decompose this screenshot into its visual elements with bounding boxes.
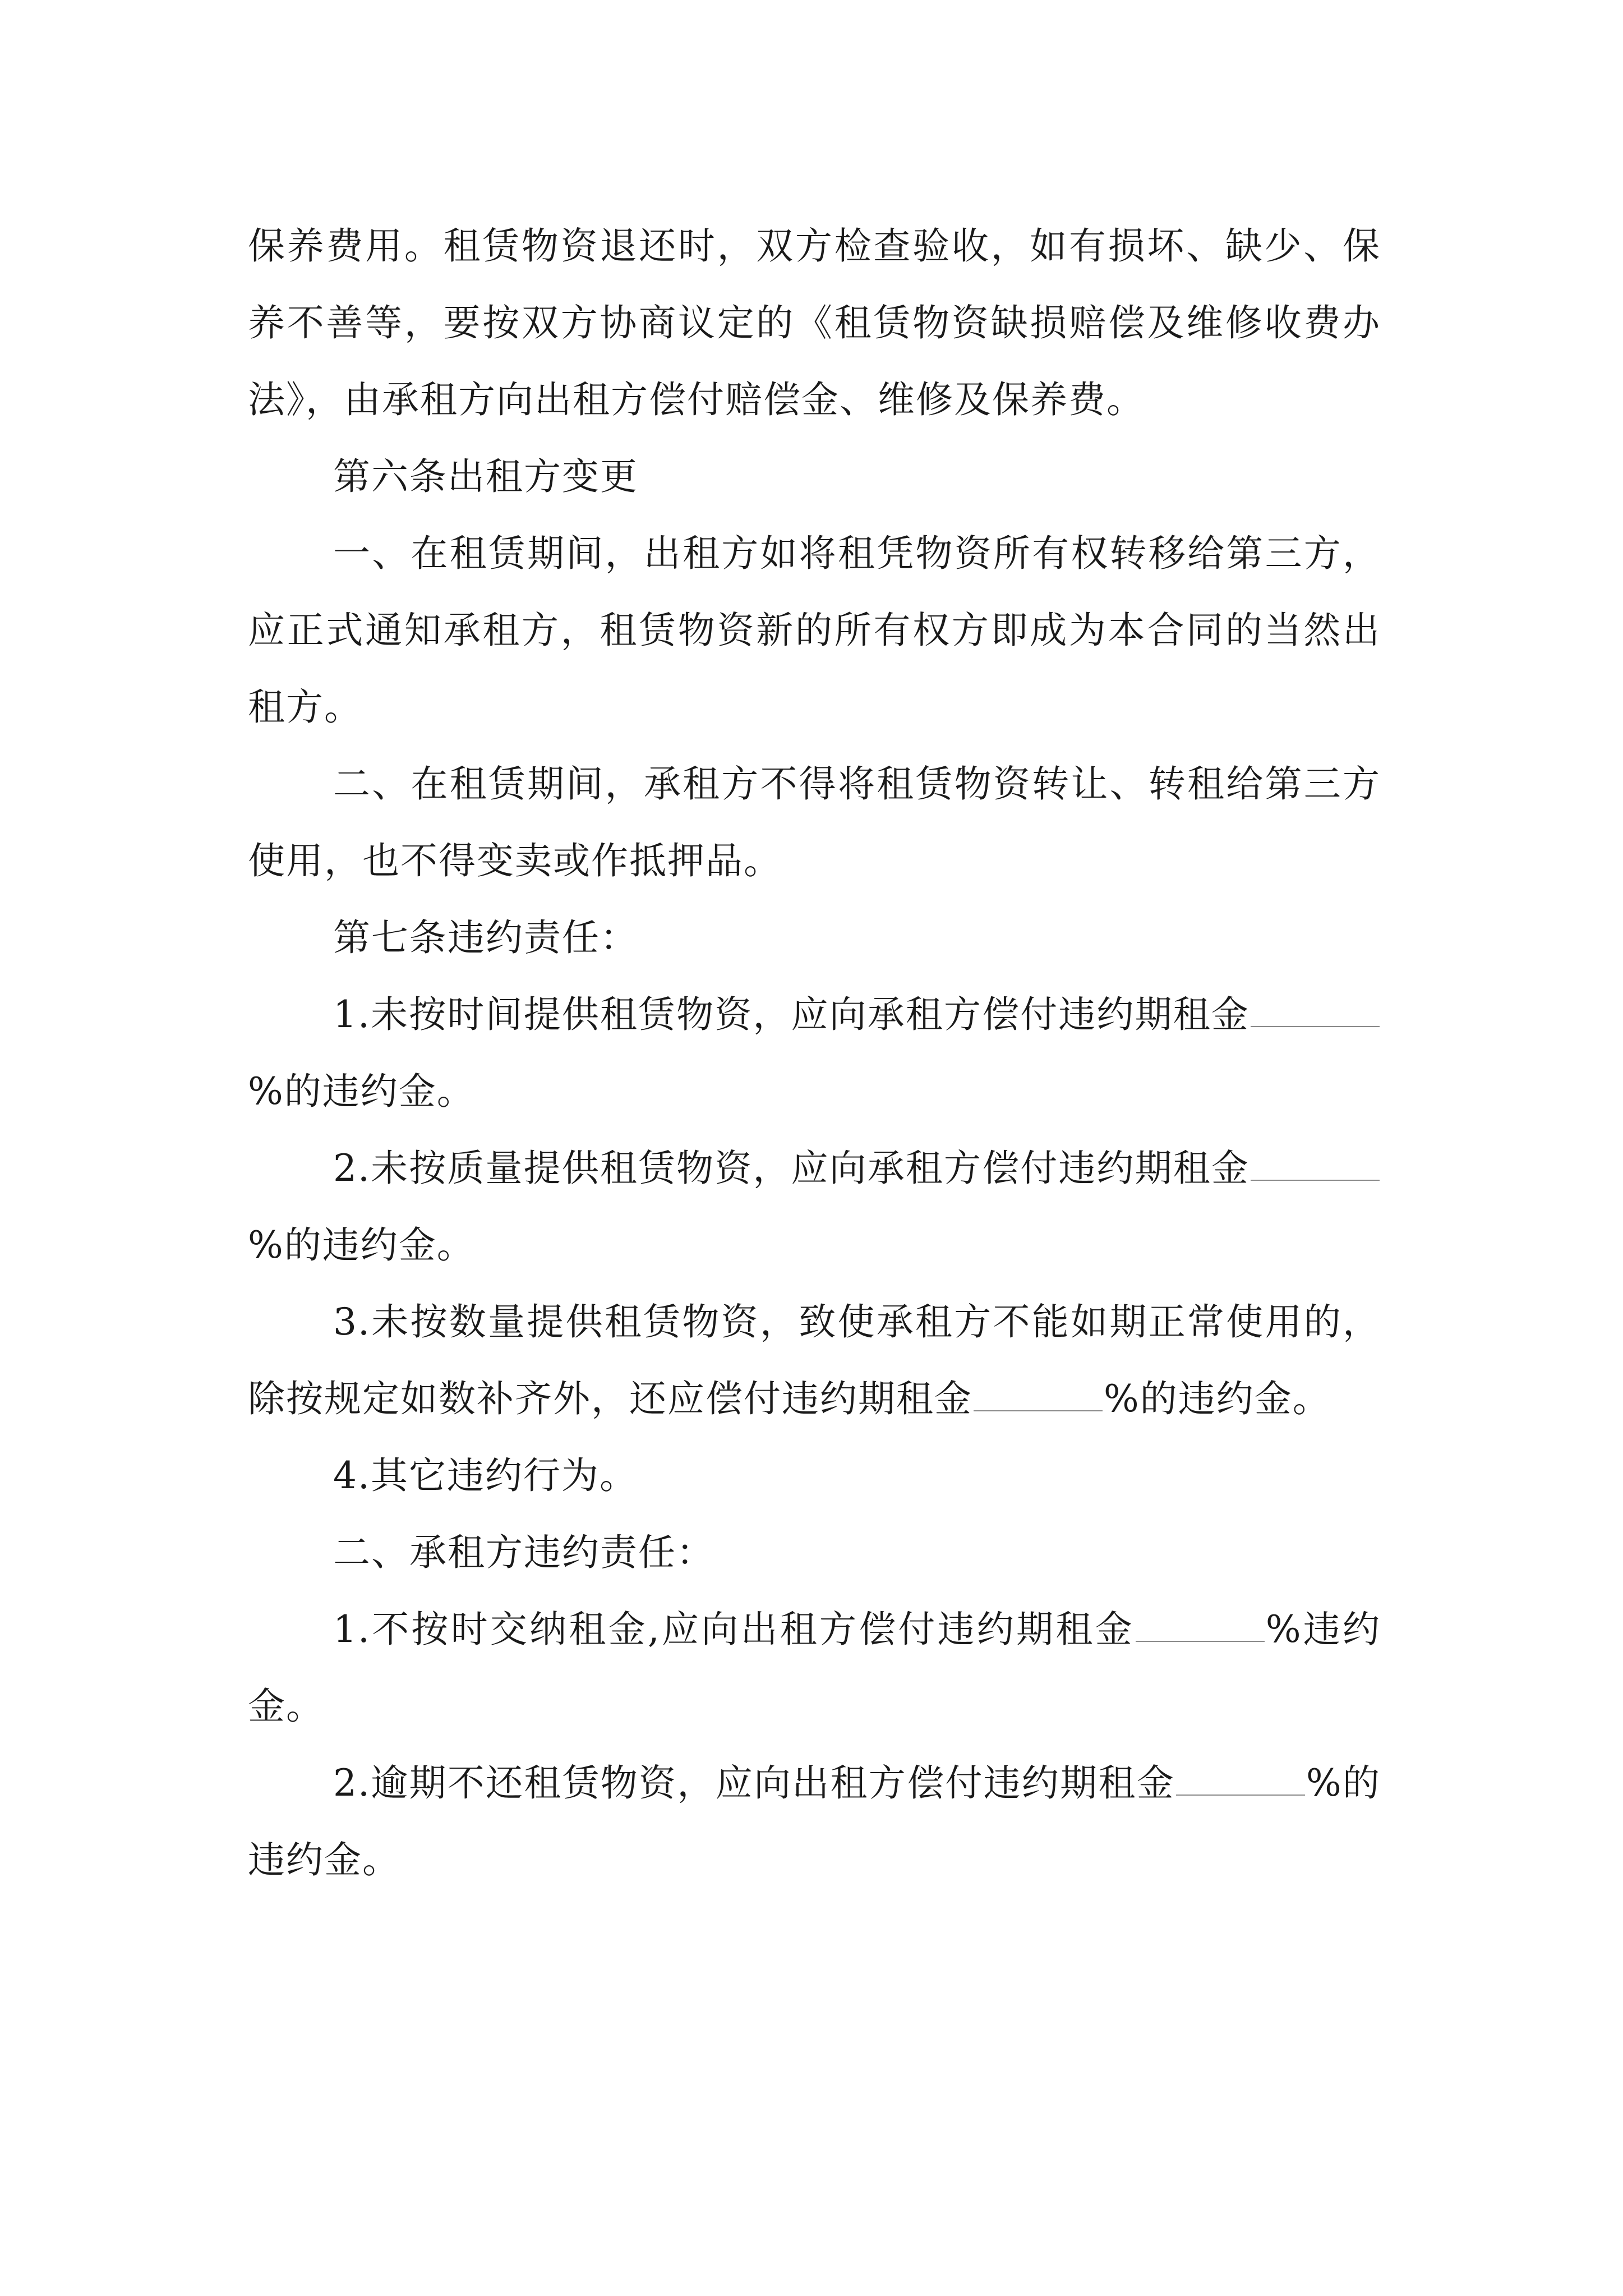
clause-text: 4.其它违约行为。 [333, 1454, 638, 1497]
clause-lessee-rent [248, 1591, 1381, 1745]
clause-text-suffix: %的违约金。 [248, 1761, 1381, 1881]
paragraph-text: 二、在租赁期间，承租方不得将租赁物资转让、转租给第三方使用，也不得变卖或作抵押品。 [248, 762, 1381, 882]
clause-text: 2.未按质量提供租赁物资，应向承租方偿付违约期租金 [333, 1147, 1249, 1190]
clause-text: 2.逾期不还租赁物资，应向出租方偿付违约期租金 [333, 1761, 1175, 1805]
lessee-liability-heading [248, 1514, 1381, 1591]
clause-text: 1.未按时间提供租赁物资，应向承租方偿付违约期租金 [333, 993, 1249, 1036]
paragraph-no-sublease [248, 746, 1381, 899]
clause-lessor-other [248, 1437, 1381, 1514]
fill-in-blank[interactable] [1251, 1151, 1380, 1181]
heading-text: 第六条出租方变更 [333, 455, 638, 498]
article-6-heading [248, 438, 1381, 515]
clause-lessor-quantity [248, 1283, 1381, 1437]
clause-text-suffix: %的违约金。 [248, 1070, 475, 1113]
fill-in-blank[interactable] [1176, 1765, 1305, 1796]
fill-in-blank[interactable] [1136, 1612, 1265, 1642]
clause-lessor-time [248, 976, 1381, 1130]
fill-in-blank[interactable] [1251, 997, 1380, 1027]
paragraph-text: 一、在租赁期间，出租方如将租凭物资所有权转移给第三方，应正式通知承租方，租赁物资新的所有权方即成为本合同的当然出租方。 [248, 532, 1381, 729]
heading-text: 二、承租方违约责任： [333, 1531, 714, 1574]
clause-text-suffix: %的违约金。 [1104, 1377, 1331, 1420]
heading-text: 第七条违约责任： [333, 916, 638, 959]
document-body [248, 208, 1381, 1898]
paragraph-maintenance-fees [248, 208, 1381, 438]
clause-text: 1.不按时交纳租金,应向出租方偿付违约期租金 [333, 1608, 1135, 1651]
fill-in-blank[interactable] [974, 1381, 1103, 1411]
clause-text: 3.未按数量提供租赁物资，致使承租方不能如期正常使用的，除按规定如数补齐外，还应偿付违约期租金 [248, 1300, 1381, 1420]
clause-text-suffix: %的违约金。 [248, 1223, 475, 1267]
paragraph-ownership-transfer [248, 515, 1381, 746]
article-7-heading [248, 899, 1381, 976]
paragraph-text: 保养费用。租赁物资退还时，双方检查验收，如有损坏、缺少、保养不善等，要按双方协商议定的《租赁物资缺损赔偿及维修收费办法》，由承租方向出租方偿付赔偿金、维修及保养费。 [248, 224, 1381, 421]
clause-text-suffix: %违约金。 [248, 1608, 1381, 1728]
clause-lessee-return [248, 1745, 1381, 1898]
clause-lessor-quality [248, 1130, 1381, 1283]
